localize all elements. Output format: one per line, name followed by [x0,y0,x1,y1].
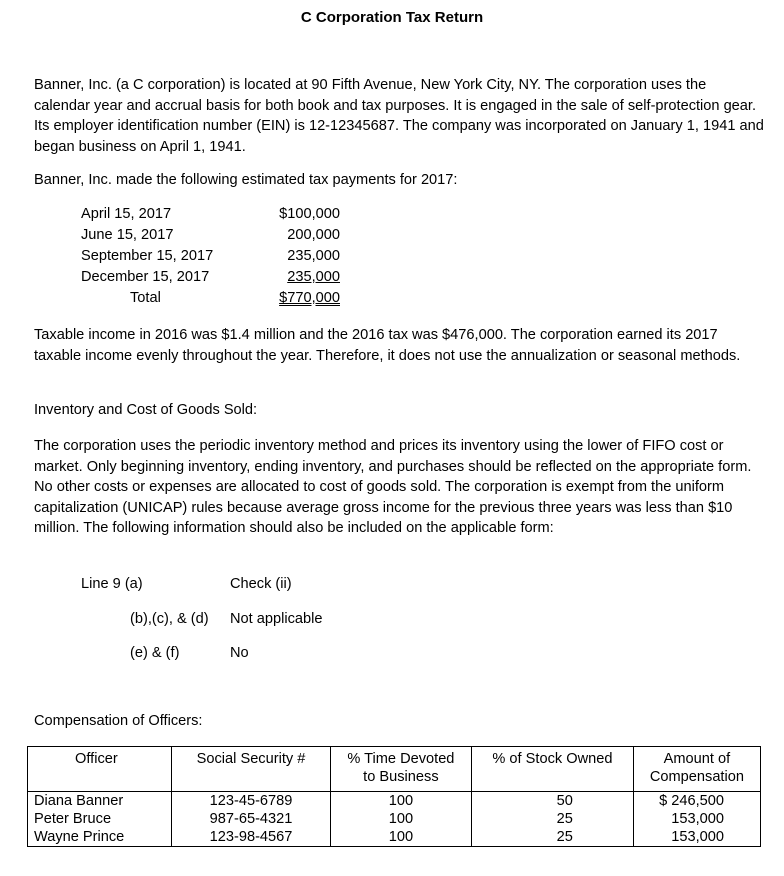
line9-label: (e) & (f) [130,645,180,661]
payment-amount-last [240,269,340,285]
payment-amount: 235,000 [287,248,340,264]
payment-date: June 15, 2017 [81,227,174,243]
officer-name: Wayne Prince [28,828,172,847]
line9-value: No [230,645,249,661]
table-row [28,810,761,828]
officer-time-devoted: 100 [330,792,471,811]
col-header-ssn: Social Security # [172,747,331,792]
payment-amount: 235,000 [287,269,340,285]
inventory-heading: Inventory and Cost of Goods Sold: [34,402,258,418]
officer-compensation: 153,000 [633,810,760,828]
payment-amount: 200,000 [287,227,340,243]
payment-date: December 15, 2017 [81,269,210,285]
officer-time-devoted: 100 [330,810,471,828]
payment-date: April 15, 2017 [81,206,172,222]
officer-stock-owned: 50 [472,792,634,811]
officer-name: Diana Banner [28,792,172,811]
officers-heading: Compensation of Officers: [34,713,203,729]
col-header-compensation: Amount of Compensation [633,747,760,792]
table-row [28,828,761,847]
officer-ssn: 123-98-4567 [172,828,331,847]
taxable-income-paragraph: Taxable income in 2016 was $1.4 million and the 2016 tax was $476,000. The corporation earned its 2017 taxable income evenly throughout the year. Therefore, it does not use the annualization or seasonal methods. [34,327,741,364]
table-row [28,792,761,811]
officers-table [27,746,761,847]
line9-value: Check (ii) [230,576,292,592]
payments-total-label: Total [130,290,161,306]
officer-compensation: 153,000 [633,828,760,847]
payments-total-wrap [240,290,340,306]
officer-compensation: $ 246,500 [633,792,760,811]
col-header-time-devoted: % Time Devoted to Business [330,747,471,792]
col-header-officer: Officer [28,747,172,792]
officer-ssn: 123-45-6789 [172,792,331,811]
officer-stock-owned: 25 [472,828,634,847]
inventory-paragraph: The corporation uses the periodic inventory method and prices its inventory using the lower of FIFO cost or market. Only beginning inventory, ending inventory, and purchases should be reflected on the appropriate form. No other costs or expenses are allocated to cost of goods sold. The corporation is exempt from the uniform capitalization (UNICAP) rules because average gross income for the previous three years was less than $10 million. The following information should also be included on the applicable form: [34,438,752,536]
payments-heading: Banner, Inc. made the following estimated tax payments for 2017: [34,172,458,188]
line9-label: (b),(c), & (d) [130,611,209,627]
col-header-stock-owned: % of Stock Owned [472,747,634,792]
officer-name: Peter Bruce [28,810,172,828]
intro-paragraph: Banner, Inc. (a C corporation) is located at 90 Fifth Avenue, New York City, NY. The corporation uses the calendar year and accrual basis for both book and tax purposes. It is engaged in the sale of self-protection gear. Its employer identification number (EIN) is 12-12345687. The company was incorporated on January 1, 1941 and began business on April 1, 1941. [34,77,764,155]
line9-value: Not applicable [230,611,323,627]
payment-date: September 15, 2017 [81,248,214,264]
page-title: C Corporation Tax Return [300,9,484,26]
table-header-row [28,747,761,792]
line9-label: Line 9 (a) [81,576,143,592]
payments-total: $770,000 [279,290,340,306]
officer-ssn: 987-65-4321 [172,810,331,828]
officer-stock-owned: 25 [472,810,634,828]
payment-amount: $100,000 [279,206,340,222]
officer-time-devoted: 100 [330,828,471,847]
